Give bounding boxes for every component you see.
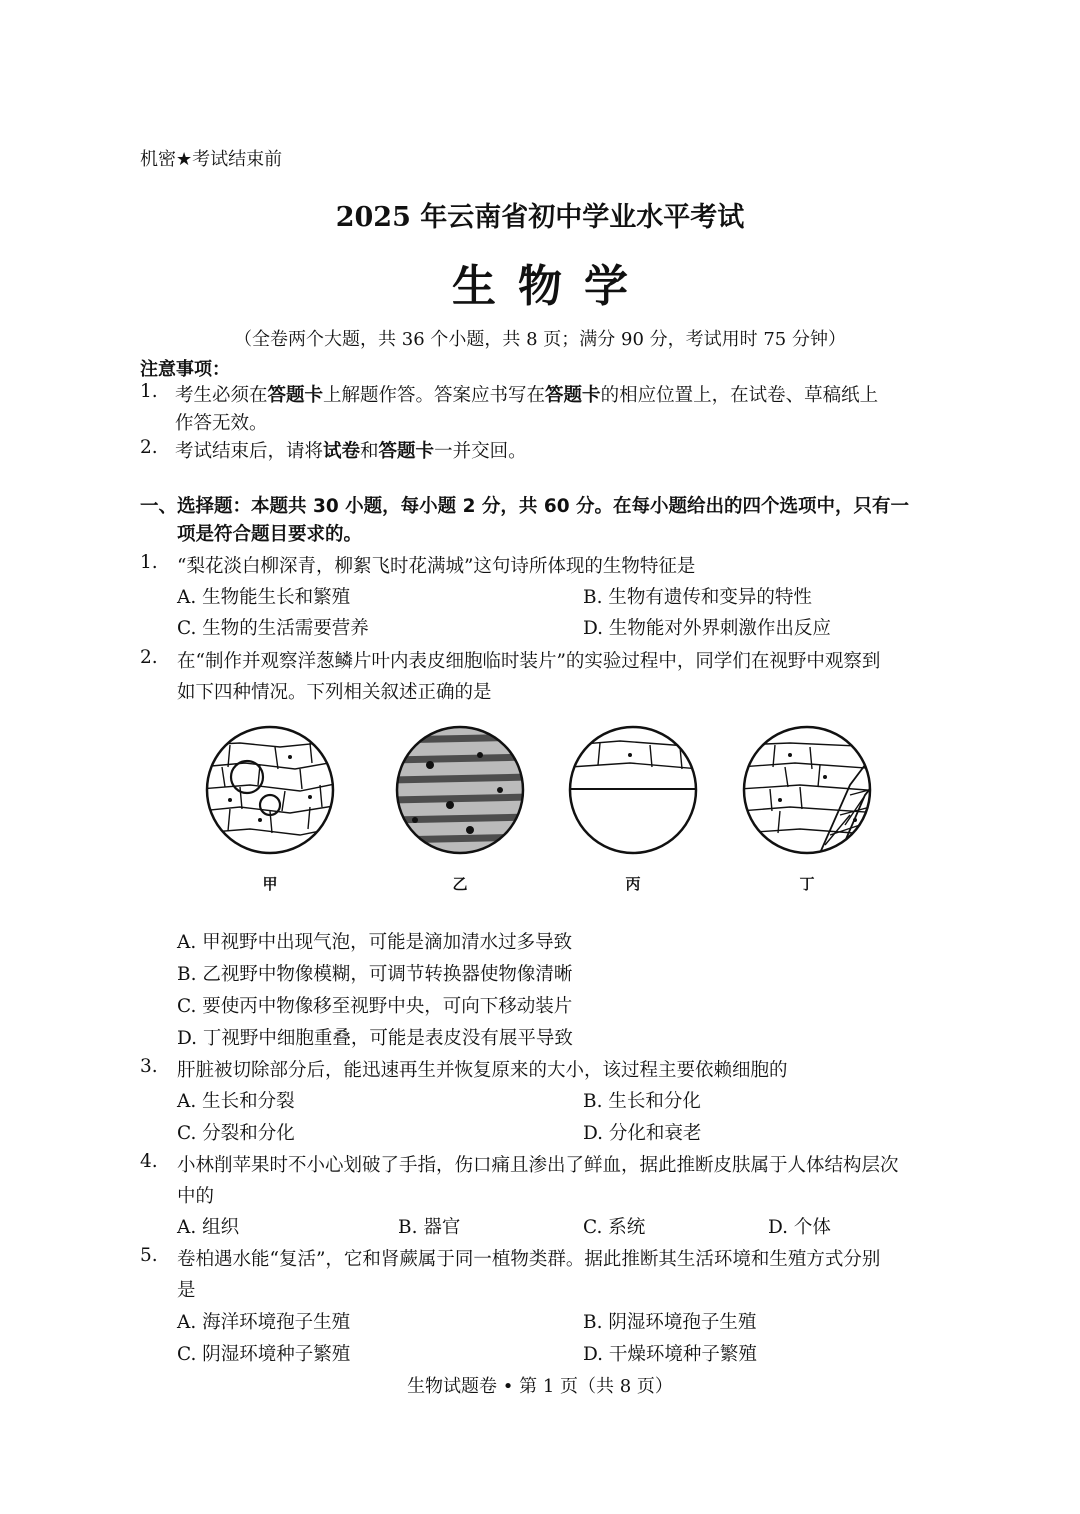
section-heading: 一、选择题：本题共 30 小题，每小题 2 分，共 60 分。在每小题给出的四个选项中，只有一	[140, 496, 910, 517]
q2-stem-line2: 如下四种情况。下列相关叙述正确的是	[177, 682, 492, 703]
q2-option-a: A. 甲视野中出现气泡，可能是滴加清水过多导致	[177, 932, 573, 953]
label-yi: 乙	[452, 875, 468, 893]
page-footer: 生物试题卷 • 第 1 页（共 8 页）	[407, 1376, 673, 1397]
q1-option-c: C. 生物的生活需要营养	[177, 618, 369, 639]
q4-stem: 小林削苹果时不小心划破了手指，伤口痛且渗出了鲜血，据此推断皮肤属于人体结构层次	[177, 1155, 899, 1176]
q4-num: 4.	[140, 1151, 158, 1172]
q5-option-c: C. 阴湿环境种子繁殖	[177, 1344, 351, 1365]
field-ding	[740, 727, 880, 853]
field-jia	[200, 727, 340, 853]
q5-stem: 卷柏遇水能“复活”，它和肾蕨属于同一植物类群。据此推断其生活环境和生殖方式分别	[177, 1249, 881, 1270]
label-ding: 丁	[799, 875, 815, 893]
microscope-fields-figure	[200, 725, 880, 905]
section-heading-line2: 项是符合题目要求的。	[177, 524, 363, 545]
q3-option-a: A. 生长和分裂	[177, 1091, 295, 1112]
notice-1-text: 考生必须在答题卡上解题作答。答案应书写在答题卡的相应位置上，在试卷、草稿纸上	[175, 385, 879, 406]
q4-stem-line2: 中的	[177, 1186, 215, 1207]
q4-option-c: C. 系统	[583, 1217, 646, 1238]
field-yi	[390, 727, 530, 853]
label-jia: 甲	[262, 875, 278, 893]
q1-num: 1.	[140, 552, 158, 573]
notice-1-text-line2: 作答无效。	[175, 413, 268, 434]
q3-num: 3.	[140, 1056, 158, 1077]
q4-option-a: A. 组织	[177, 1217, 240, 1238]
q2-option-c: C. 要使丙中物像移至视野中央，可向下移动装片	[177, 996, 573, 1017]
q5-stem-line2: 是	[177, 1280, 196, 1301]
q5-num: 5.	[140, 1245, 158, 1266]
subject-title: 生物学	[452, 261, 650, 312]
q5-option-a: A. 海洋环境孢子生殖	[177, 1312, 351, 1333]
notice-1-num: 1.	[140, 381, 158, 402]
notice-heading: 注意事项：	[140, 359, 230, 380]
q3-option-c: C. 分裂和分化	[177, 1123, 295, 1144]
label-bing: 丙	[625, 875, 641, 893]
q2-num: 2.	[140, 647, 158, 668]
q3-option-d: D. 分化和衰老	[583, 1123, 702, 1144]
field-bing	[570, 727, 700, 853]
q3-option-b: B. 生长和分化	[583, 1091, 701, 1112]
q1-option-b: B. 生物有遗传和变异的特性	[583, 587, 812, 608]
q4-option-b: B. 器官	[398, 1217, 461, 1238]
exam-title: 2025 年云南省初中学业水平考试	[335, 202, 745, 233]
notice-2-text: 考试结束后，请将试卷和答题卡一并交回。	[175, 441, 527, 462]
q1-option-a: A. 生物能生长和繁殖	[177, 587, 351, 608]
q5-option-d: D. 干燥环境种子繁殖	[583, 1344, 757, 1365]
q5-option-b: B. 阴湿环境孢子生殖	[583, 1312, 757, 1333]
q2-stem: 在“制作并观察洋葱鳞片叶内表皮细胞临时装片”的实验过程中，同学们在视野中观察到	[177, 651, 881, 672]
q1-option-d: D. 生物能对外界刺激作出反应	[583, 618, 831, 639]
notice-2-num: 2.	[140, 437, 158, 458]
q1-stem: “梨花淡白柳深青，柳絮飞时花满城”这句诗所体现的生物特征是	[177, 556, 696, 577]
q4-option-d: D. 个体	[768, 1217, 831, 1238]
microscope-fields-svg	[200, 725, 880, 870]
exam-info: （全卷两个大题，共 36 个小题，共 8 页；满分 90 分，考试用时 75 分钟）	[234, 329, 846, 350]
q3-stem: 肝脏被切除部分后，能迅速再生并恢复原来的大小，该过程主要依赖细胞的	[177, 1060, 788, 1081]
q2-option-b: B. 乙视野中物像模糊，可调节转换器使物像清晰	[177, 964, 573, 985]
q2-option-d: D. 丁视野中细胞重叠，可能是表皮没有展平导致	[177, 1028, 573, 1049]
confidential-mark: 机密★考试结束前	[140, 149, 283, 170]
